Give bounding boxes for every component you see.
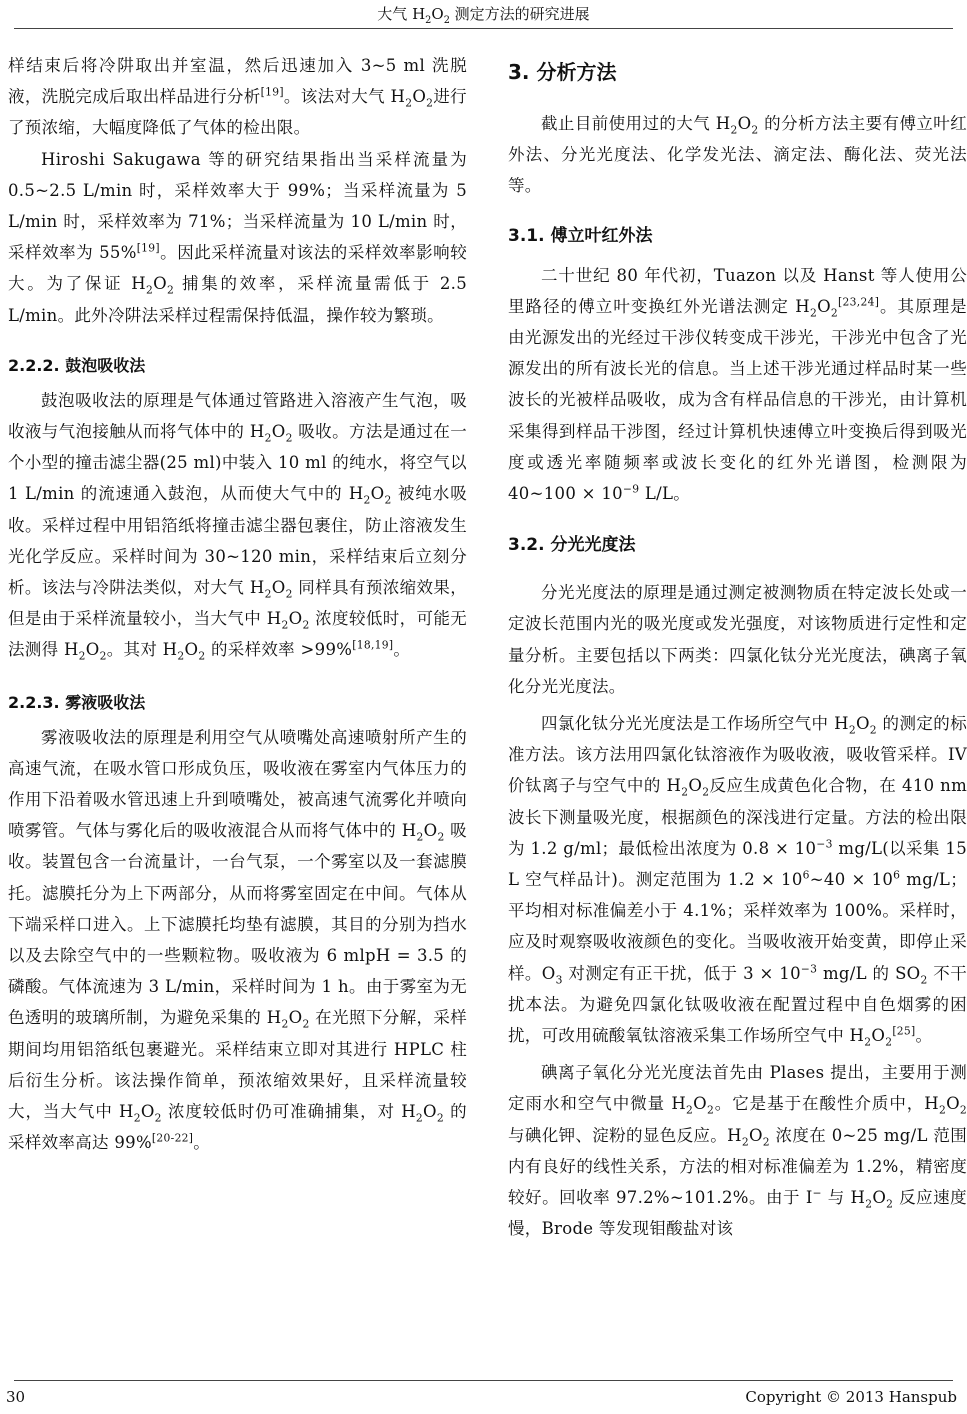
paragraph-spectrophotometry: 分光光度法的原理是通过测定被测物质在特定波长处或一定波长范围内光的吸光度或发光强度，对该物质进行定性和定量分析。主要包括以下两类：四氯化钛分光光度法，碘离子氧化分光光度法。: [508, 583, 967, 696]
citation[interactable]: [18,19]: [352, 638, 394, 652]
right-column: [508, 50, 967, 1245]
copyright-notice: Copyright © 2013 Hanspub: [745, 1388, 957, 1406]
paragraph-mist-absorption: 雾液吸收法的原理是利用空气从喷嘴处高速喷射所产生的高速气流，在吸水管口形成负压，吸收液在雾室内气体压力的作用下沿着吸水管迅速上升到喷嘴处，被高速气流雾化并喷向喷雾管。气体与雾化后的吸收液混合从而将气体中的 $H_2O_2$ 吸收。装置包含一台流量计，一台气泵，一个雾室以及一套滤膜托。滤膜托分为上下两部分，从而将雾室固定在中间。气体从下端采样口进入。上下滤膜托均垫有滤膜，其目的分别为挡水以及去除空气中的一些颗粒物。吸收液为 6 mlpH = 3.5 的磷酸。气体流速为 3 L/min，采样时间为 1 h。由于雾室为无色透明的玻璃所制，为避免采集的 $H_2O_2$ 在光照下分解，采样期间均用铝箔纸包裹避光。采样结束立即对其进行 HPLC 柱后衍生分析。该法操作简单，预浓缩效果好，且采样流量较大，当大气中 $H_2O_2$ 浓度较低时仍可准确捕集，对 $H_2O_2$ 的采样效率高达 99%[20-22]。: [8, 727, 468, 1153]
paragraph-ftir: 二十世纪 80 年代初，Tuazon 以及 Hanst 等人使用公里路径的傅立叶变换红外光谱法测定 $H_2O_2[23,24]$。其原理是由光源发出的光经过干涉仪转变成干涉光，干涉光中包含了光源发出的所有波长光的信息。当上述干涉光通过样品时某一些波长的光被样品吸收，成为含有样品信息的干涉光，由计算机采集得到样品干涉图，经过计算机快速傅立叶变换后得到吸光度或透光率随频率或波长变化的红外光谱图，检测限为 40~100 × $10^{-9}$ L/L。: [508, 265, 967, 504]
paragraph-cold-trap-end: 样结束后将冷阱取出并室温，然后迅速加入 3~5 ml 洗脱液，洗脱完成后取出样品进行分析[19]。该法对大气 $H_2O_2$进行了预浓缩，大幅度降低了气体的检出限。: [8, 56, 467, 138]
paragraph-titanium-tetrachloride: 四氯化钛分光光度法是工作场所空气中 $H_2O_2$ 的测定的标准方法。该方法用四氯化钛溶液作为吸收液，吸收管采样。IV 价钛离子与空气中的 $H_2O_2$反应生成黄色化合物，在 410 nm 波长下测量吸光度，根据颜色的深浅进行定量。方法的检出限为 1.2 g/ml；最低检出浓度为 $0.8 \times 10^{-3}$ mg/L(以采集 15 L 空气样品计)。测定范围为 $1.2 \times 10^6\sim 40 \times 10^6$ mg/L；平均相对标准偏差小于 4.1%；采样效率为 100%。采样时，应及时观察吸收液颜色的变化。当吸收液开始变黄，即停止采样。$O_3$ 对测定有正干扰，低于 $3 \times 10^{-3}$ mg/L 的 $SO_2$ 不干扰本法。为避免四氯化钛吸收液在配置过程中自色烟雾的困扰，可改用硫酸氧钛溶液采集工作场所空气中 $H_2O_2[25]$。: [508, 714, 967, 1049]
running-head: 大气 $H_2O_2$ 测定方法的研究进展: [377, 5, 590, 26]
citation[interactable]: [19]: [136, 241, 160, 255]
section-heading-3: 3. 分析方法: [508, 60, 617, 84]
header-rule: [14, 28, 953, 29]
page-number: 30: [6, 1388, 26, 1406]
citation[interactable]: [20-22]: [151, 1131, 194, 1145]
section-heading-2-2-3: 2.2.3. 雾液吸收法: [8, 692, 146, 712]
left-column: [8, 50, 467, 1159]
section-heading-3-1: 3.1. 傅立叶红外法: [508, 225, 653, 246]
section-heading-3-2: 3.2. 分光光度法: [508, 535, 636, 556]
citation[interactable]: [19]: [260, 85, 284, 99]
section-heading-2-2-2: 2.2.2. 鼓泡吸收法: [8, 355, 146, 375]
paragraph-iodide-oxidation: 碘离子氧化分光光度法首先由 Plases 提出，主要用于测定雨水和空气中微量 $H_2O_2$。它是基于在酸性介质中，$H_2O_2$ 与碘化钾、淀粉的显色反应。$H_2O_2$ 浓度在 0~25 mg/L 范围内有良好的线性关系，方法的相对标准偏差为 1.2%，精密度较好。回收率 97.2%~101.2%。由于 I− 与 $H_2O_2$ 反应速度慢，Brode 等发现钼酸盐对该: [508, 1063, 967, 1239]
paragraph-bubble-absorption: 鼓泡吸收法的原理是气体通过管路进入溶液产生气泡，吸收液与气泡接触从而将气体中的 $H_2O_2$ 吸收。方法是通过在一个小型的撞击滤尘器(25 ml)中装入 10 ml 的纯水，将空气以 1 L/min 的流速通入鼓泡，从而使大气中的 $H_2O_2$ 被纯水吸收。采样过程中用铝箔纸将撞击滤尘器包裹住，防止溶液发生光化学反应。采样时间为 30~120 min，采样结束后立刻分析。该法与冷阱法类似，对大气 $H_2O_2$ 同样具有预浓缩效果，但是由于采样流量较小，当大气中 $H_2O_2$ 浓度较低时，可能无法测得 $H_2O_2$。其对 $H_2O_2$ 的采样效率 >99%[18,19]。: [8, 390, 468, 663]
citation[interactable]: [25]: [892, 1024, 916, 1038]
paragraph-sakugawa: Hiroshi Sakugawa 等的研究结果指出当采样流量为 0.5~2.5 L/min 时，采样效率大于 99%；当采样流量为 5 L/min 时，采样效率为 71%；当采样流量为 10 L/min 时，采样效率为 55%[19]。因此采样流量对该法的采样效率影响较大。为了保证 $H_2O_2$ 捕集的效率，采样流量需低于 2.5 L/min。此外冷阱法采样过程需保持低温，操作较为繁琐。: [8, 149, 467, 325]
citation[interactable]: [23,24]: [838, 295, 880, 309]
paragraph-methods-overview: 截止目前使用过的大气 $H_2O_2$ 的分析方法主要有傅立叶红外法、分光光度法、化学发光法、滴定法、酶化法、荧光法等。: [508, 114, 967, 196]
footer-rule: [14, 1380, 953, 1381]
